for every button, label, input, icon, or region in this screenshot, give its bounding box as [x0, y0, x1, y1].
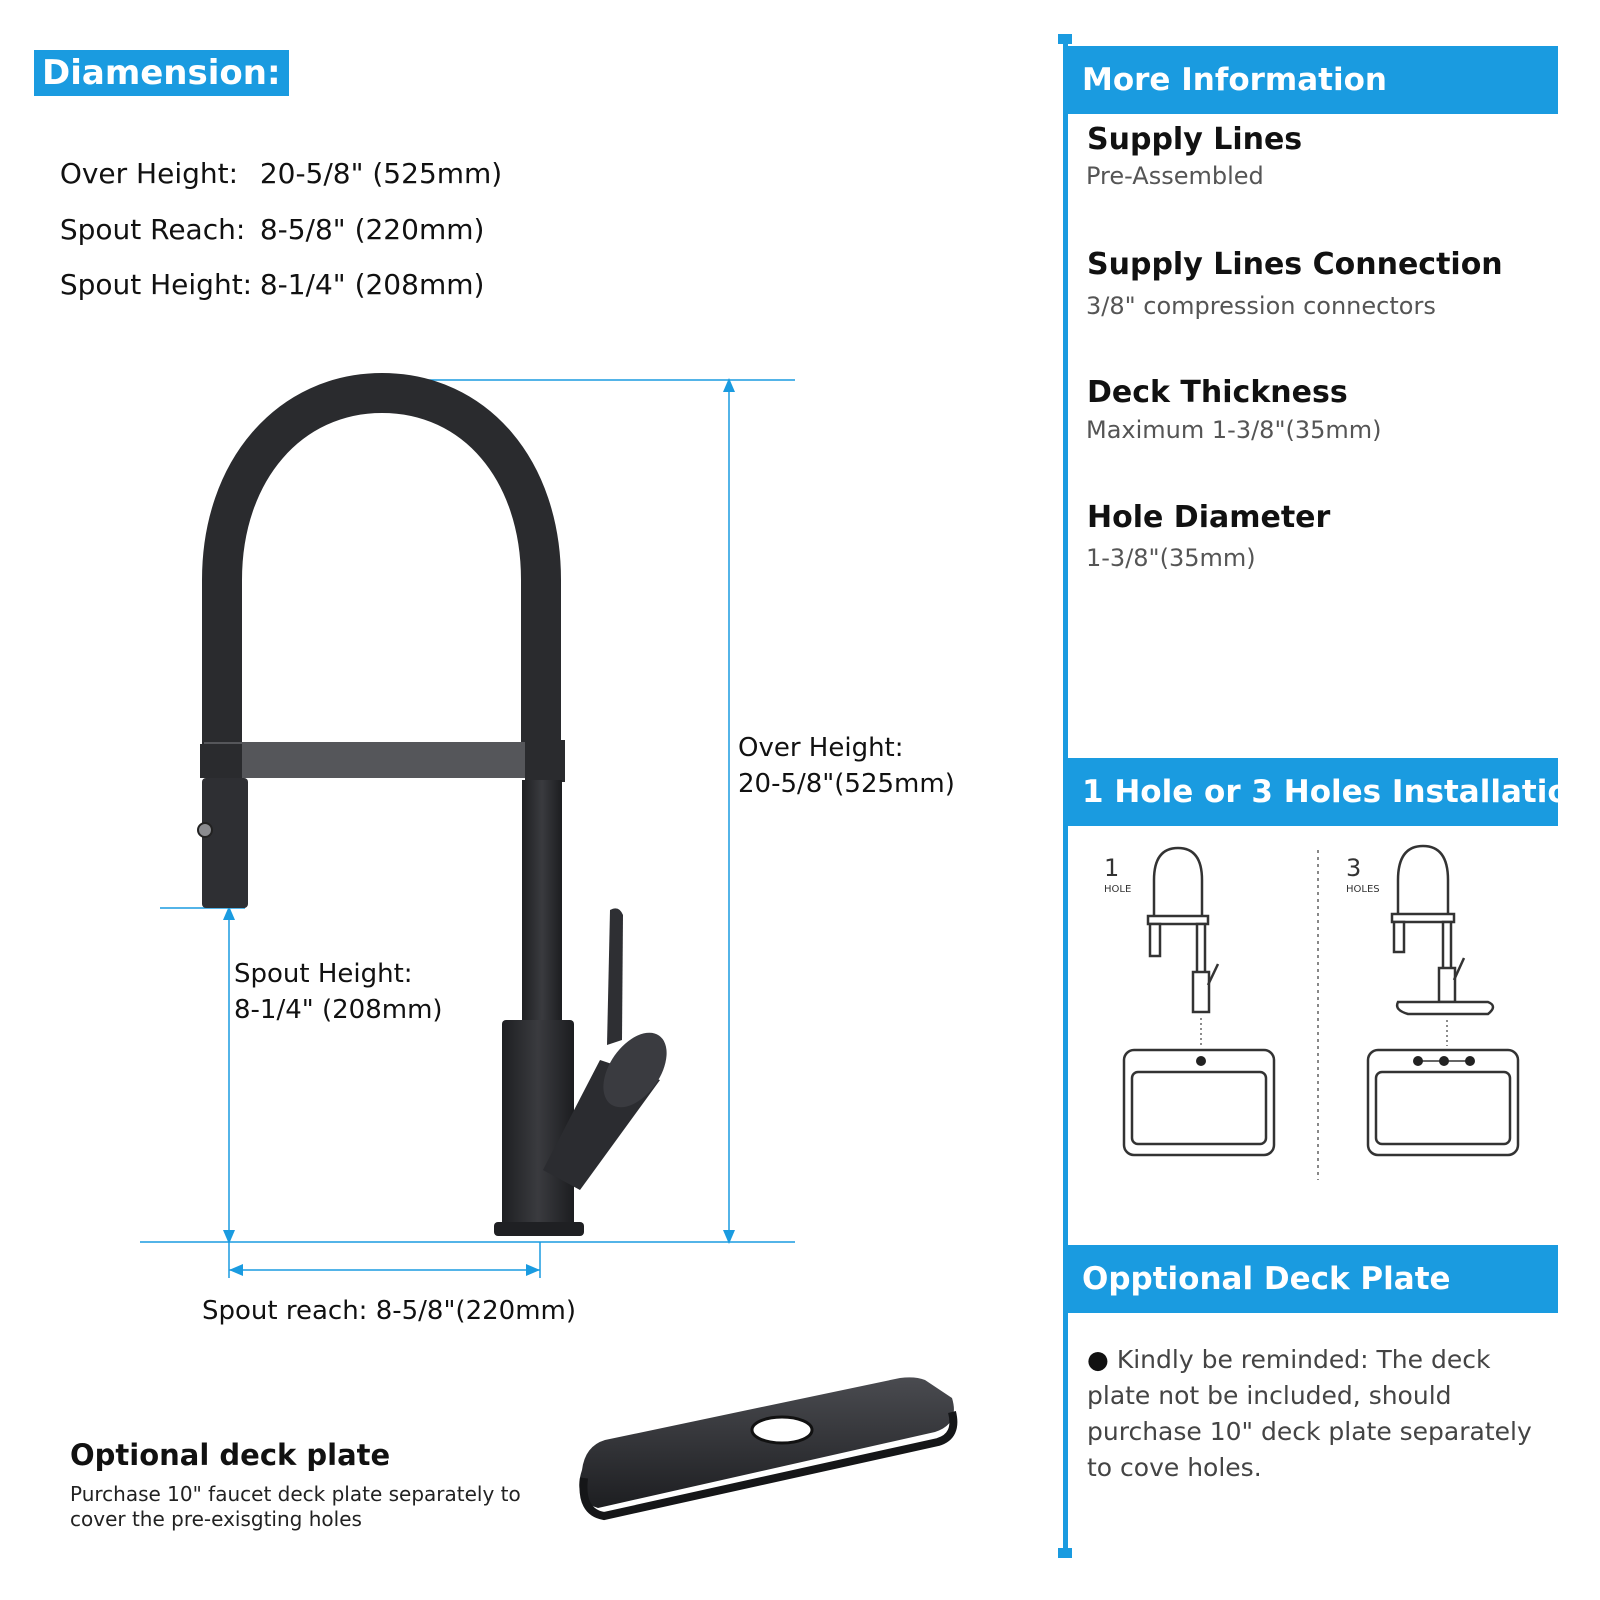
- info-title: Supply Lines: [1087, 122, 1303, 157]
- spec-value: 8-5/8" (220mm): [259, 213, 485, 246]
- info-title: Deck Thickness: [1087, 375, 1348, 410]
- over-height-label: Over Height:: [738, 733, 904, 763]
- spout-reach-label: Spout reach: 8-5/8"(220mm): [202, 1296, 576, 1326]
- spec-value: 8-1/4" (208mm): [259, 268, 485, 301]
- faucet-holder-bar: [204, 742, 564, 778]
- deck-plate-note: [1087, 1342, 1547, 1486]
- spec-label: Spout Height:: [59, 268, 253, 301]
- info-title: Supply Lines Connection: [1087, 247, 1503, 282]
- over-height-value: 20-5/8"(525mm): [738, 769, 955, 799]
- faucet-base: [494, 1222, 584, 1236]
- install-option-number: 1: [1104, 854, 1120, 882]
- deck-plate-note-text: Kindly be reminded: The deck plate not be included, should purchase 10" deck plate separately to cove holes.: [1087, 1345, 1532, 1482]
- faucet-body: [502, 1020, 574, 1232]
- install-option-label: HOLE: [1104, 884, 1132, 895]
- spout-height-label: Spout Height:: [234, 959, 413, 989]
- installation-illustration: [1068, 840, 1558, 1200]
- spout-height-value: 8-1/4" (208mm): [234, 995, 443, 1025]
- spec-label: Over Height:: [59, 157, 239, 190]
- dimension-heading: Diamension:: [34, 50, 289, 96]
- spec-label: Spout Reach:: [59, 213, 246, 246]
- faucet-handle: [607, 908, 623, 1045]
- spec-value: 20-5/8" (525mm): [259, 157, 503, 190]
- info-value: Pre-Assembled: [1086, 162, 1264, 190]
- deck-plate-panel-heading: Opptional Deck Plate: [1068, 1245, 1558, 1313]
- deck-plate-image: [579, 1377, 954, 1516]
- bullet-icon: ●: [1087, 1345, 1109, 1374]
- installation-heading: 1 Hole or 3 Holes Installation: [1068, 758, 1558, 826]
- faucet-arc: [222, 393, 541, 760]
- info-value: 1-3/8"(35mm): [1086, 544, 1256, 572]
- more-information-heading: More Information: [1068, 46, 1558, 114]
- info-value: 3/8" compression connectors: [1086, 292, 1436, 320]
- optional-deck-plate-title: Optional deck plate: [70, 1438, 391, 1472]
- installation-diagram: [1068, 840, 1558, 1200]
- install-option-label: HOLES: [1346, 884, 1380, 895]
- install-option-number: 3: [1346, 854, 1362, 882]
- info-value: Maximum 1-3/8"(35mm): [1086, 416, 1382, 444]
- divider-cap-bottom: [1058, 1548, 1072, 1558]
- optional-deck-plate-description: Purchase 10" faucet deck plate separately to cover the pre-exisgting holes: [70, 1482, 521, 1531]
- faucet-riser: [522, 780, 562, 1030]
- info-title: Hole Diameter: [1087, 500, 1331, 535]
- faucet-sprayer: [202, 778, 248, 908]
- divider-cap-top: [1058, 34, 1072, 44]
